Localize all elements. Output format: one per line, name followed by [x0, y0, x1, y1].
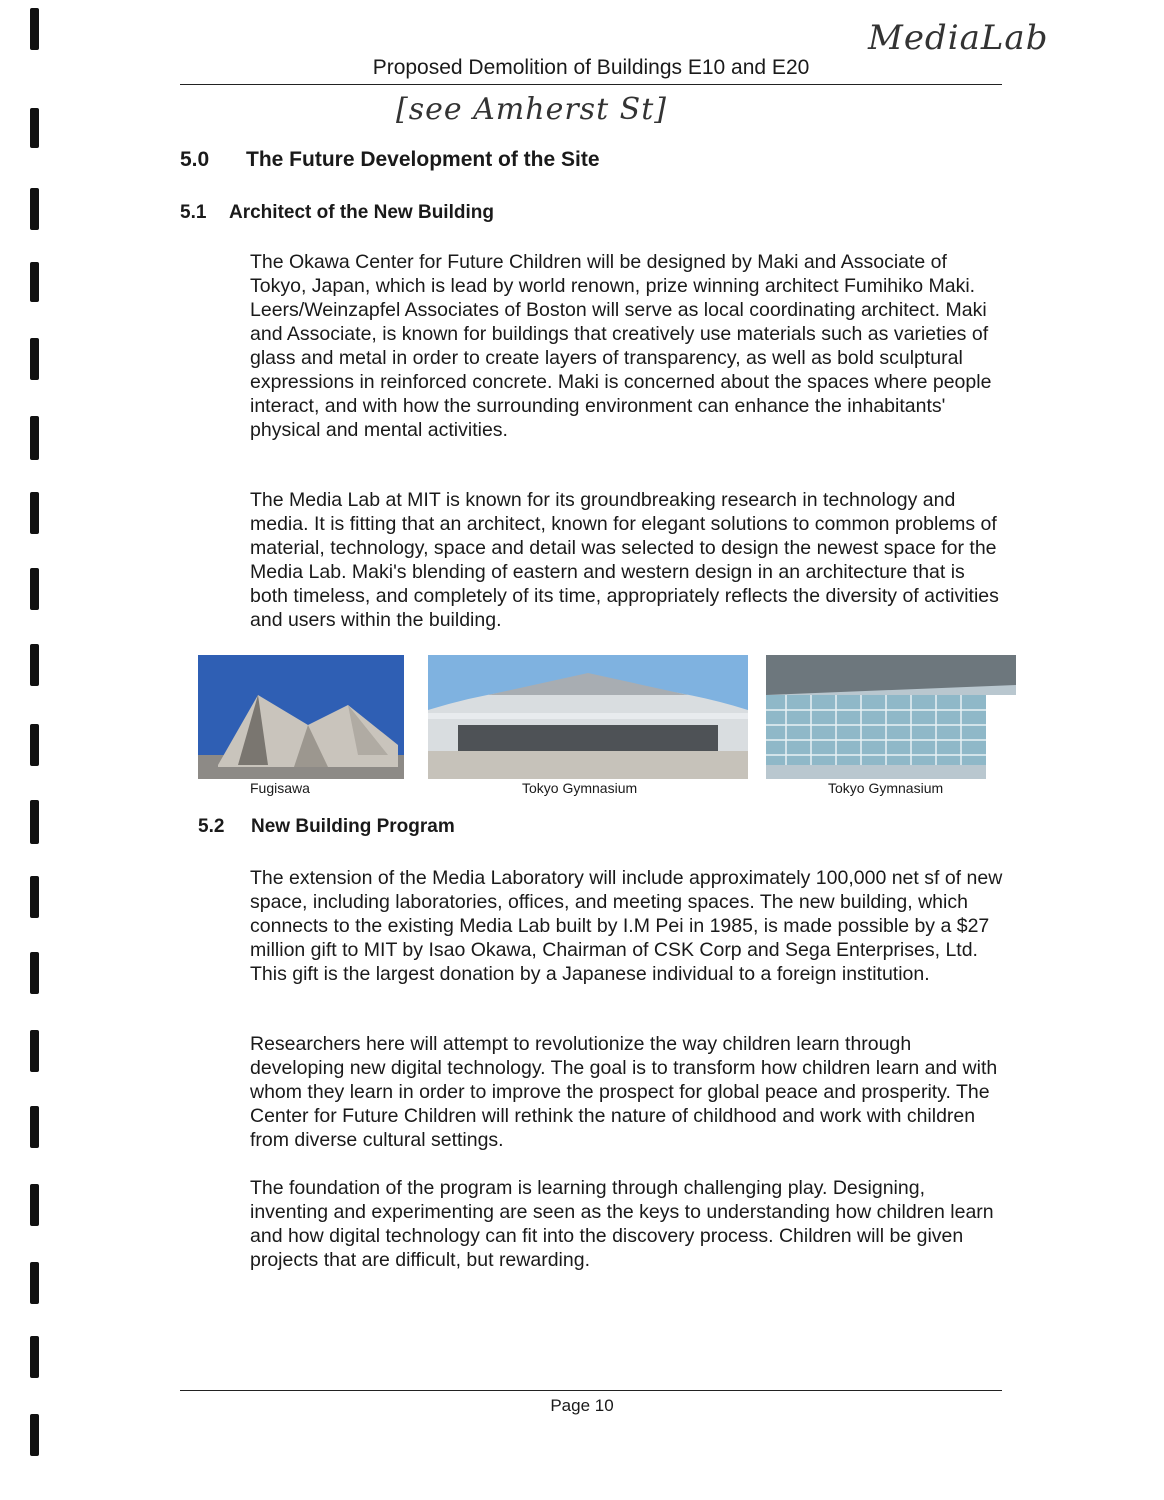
photo-caption: Tokyo Gymnasium	[828, 780, 944, 796]
section-5-2-number: 5.2	[198, 816, 225, 837]
section-5-0-number: 5.0	[180, 148, 210, 171]
section-5-2-paragraph: The extension of the Media Laboratory will include approximately 100,000 net sf of new space, including laboratories, offices, and meeting spaces. The new building, which connects to the existing Media Lab built by I.M Pei in 1985, is made possible by a $27 million gift to MIT by Isao Okawa, Chairman of CSK Corp and Sega Enterprises, Ltd. This gift is the largest donation by a Japanese individual to a foreign institution.	[250, 867, 1003, 985]
photo-fugisawa	[198, 655, 404, 779]
photo-tokyo-gymnasium-glass-wall	[766, 655, 1016, 779]
handwritten-note-address: [see Amherst St]	[396, 92, 667, 127]
photo-caption: Tokyo Gymnasium	[522, 780, 638, 796]
section-5-1-title: Architect of the New Building	[229, 202, 494, 223]
section-5-1-paragraph: The Okawa Center for Future Children will be designed by Maki and Associate of Tokyo, Japan, which is lead by world renown, prize winning architect Fumihiko Maki. Leers/Weinzapfel Associates of Boston will serve as local coordinating architect. Maki and Associate, is known for buildings that creatively use materials such as varieties of glass and metal in order to create layers of transparency, as well as bold sculptural expressions in reinforced concrete. Maki is concerned about the spaces where people interact, and with how the surrounding environment can enhance the inhabitants' physical and mental activities.	[250, 251, 992, 441]
section-5-2-paragraph: The foundation of the program is learning through challenging play. Designing, inventing and experimenting are seen as the keys to understanding how children learn and how digital technology can fit into the discovery process. Children will be given projects that are difficult, but rewarding.	[250, 1177, 994, 1271]
section-5-2-title: New Building Program	[251, 816, 455, 837]
page-number: Page 10	[550, 1396, 614, 1415]
section-5-2-paragraph: Researchers here will attempt to revolutionize the way children learn through developing new digital technology. The goal is to transform how children learn and with whom they learn in order to improve the prospect for global peace and prosperity. The Center for Future Children will rethink the nature of childhood and work with children from diverse cultural settings.	[250, 1033, 998, 1151]
section-5-1-number: 5.1	[180, 202, 207, 223]
page-header-title: Proposed Demolition of Buildings E10 and E20	[372, 56, 810, 79]
section-5-1-paragraph: The Media Lab at MIT is known for its groundbreaking research in technology and media. It is fitting that an architect, known for elegant solutions to common problems of material, technology, space and detail was selected to design the newest space for the Media Lab. Maki's blending of eastern and western design in an architecture that is both timeless, and completely of its time, appropriately reflects the diversity of activities and users within the building.	[250, 489, 999, 631]
photo-tokyo-gymnasium-exterior	[428, 655, 748, 779]
handwritten-note-medialab: MediaLab	[868, 18, 1049, 58]
photo-caption: Fugisawa	[250, 780, 310, 796]
header-rule	[180, 84, 1002, 85]
section-5-0-title: The Future Development of the Site	[246, 148, 600, 171]
footer-rule	[180, 1390, 1002, 1391]
